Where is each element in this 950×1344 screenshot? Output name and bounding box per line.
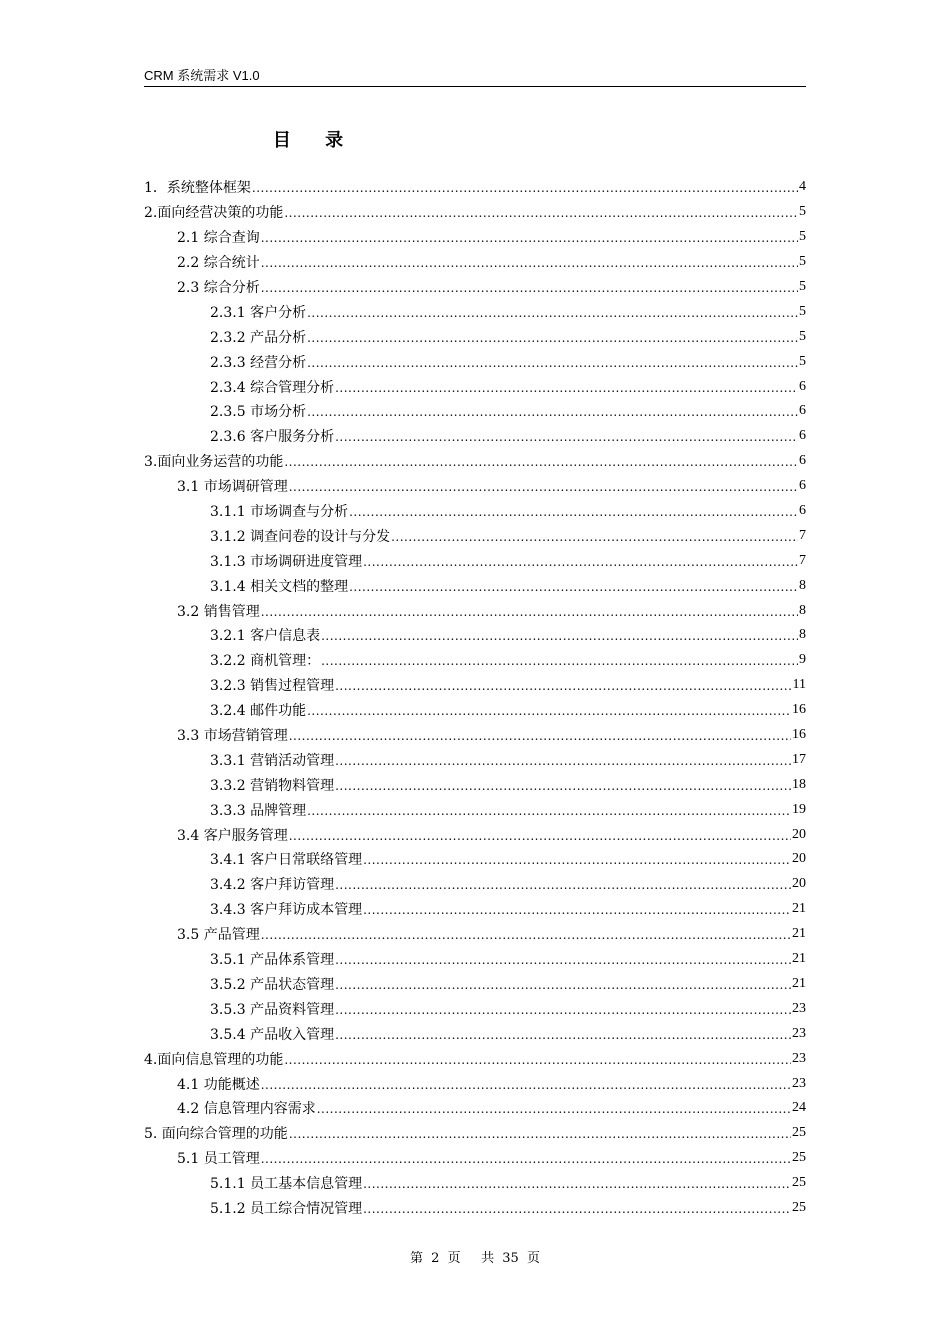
toc-leader-dots (289, 728, 791, 742)
toc-entry-page: 17 (792, 751, 806, 767)
toc-entry[interactable] (144, 1096, 806, 1121)
toc-entry-label: 2.3.3 经营分析 (210, 354, 307, 371)
footer-page-prefix: 第 (410, 1251, 424, 1266)
toc-entry-page: 24 (792, 1100, 806, 1116)
footer-page-number: 2 (431, 1251, 440, 1266)
toc-entry[interactable] (144, 1021, 806, 1046)
toc-entry[interactable] (144, 996, 806, 1021)
toc-entry[interactable] (144, 299, 806, 324)
toc-entry-page: 5 (799, 254, 806, 270)
toc-entry-label: 2.3.6 客户服务分析 (210, 429, 335, 446)
toc-entry[interactable] (144, 225, 806, 250)
toc-entry-label: 3.面向业务运营的功能 (144, 454, 284, 471)
toc-entry[interactable] (144, 772, 806, 797)
toc-entry-page: 9 (799, 652, 806, 668)
toc-entry-label: 3.5.3 产品资料管理 (210, 1001, 335, 1018)
toc-entry-page: 20 (792, 826, 806, 842)
toc-entry[interactable] (144, 573, 806, 598)
toc-entry-page: 7 (799, 552, 806, 568)
toc-entry-page: 21 (792, 926, 806, 942)
toc-entry-page: 6 (799, 428, 806, 444)
toc-leader-dots (307, 703, 791, 717)
toc-entry[interactable] (144, 698, 806, 723)
toc-entry-label: 3.4.2 客户拜访管理 (210, 877, 335, 894)
toc-entry-page: 6 (799, 378, 806, 394)
toc-entry[interactable] (144, 1046, 806, 1071)
toc-entry-label: 3.1.3 市场调研进度管理 (210, 553, 363, 570)
toc-entry[interactable] (144, 374, 806, 399)
toc-leader-dots (335, 778, 791, 792)
toc-entry-label: 3.4.1 客户日常联络管理 (210, 852, 363, 869)
header-title: CRM 系统需求 V1.0 (144, 68, 260, 83)
toc-leader-dots (363, 1176, 791, 1190)
toc-leader-dots (321, 653, 798, 667)
toc-entry-page: 8 (799, 577, 806, 593)
toc-leader-dots (261, 280, 798, 294)
toc-leader-dots (261, 927, 791, 941)
toc-entry-label: 3.2.2 商机管理： (210, 653, 321, 670)
toc-leader-dots (321, 628, 798, 642)
toc-entry-label: 3.1.2 调查问卷的设计与分发 (210, 528, 391, 545)
toc-entry-label: 3.2.1 客户信息表 (210, 628, 321, 645)
toc-entry-label: 3.4.3 客户拜访成本管理 (210, 902, 363, 919)
toc-entry[interactable] (144, 673, 806, 698)
toc-entry-label: 2.面向经营决策的功能 (144, 205, 284, 222)
toc-entry-label: 3.3 市场营销管理 (177, 728, 288, 745)
toc-entry-page: 5 (799, 328, 806, 344)
toc-entry-page: 6 (799, 503, 806, 519)
toc-entry-page: 25 (792, 1175, 806, 1191)
toc-entry[interactable] (144, 897, 806, 922)
toc-leader-dots (335, 429, 798, 443)
footer-total-pages: 35 (502, 1251, 519, 1266)
toc-entry-label: 4.2 信息管理内容需求 (177, 1101, 316, 1118)
toc-entry-page: 23 (792, 1025, 806, 1041)
toc-entry[interactable] (144, 947, 806, 972)
toc-entry[interactable] (144, 747, 806, 772)
toc-leader-dots (307, 355, 798, 369)
toc-entry-page: 11 (792, 677, 806, 693)
toc-entry[interactable] (144, 499, 806, 524)
toc-entry-label: 4.1 功能概述 (177, 1076, 260, 1093)
toc-leader-dots (307, 803, 791, 817)
toc-title: 目 录 (272, 130, 358, 151)
toc-leader-dots (335, 977, 791, 991)
toc-entry-label: 5.1.2 员工综合情况管理 (210, 1200, 363, 1217)
toc-entry-label: 2.3 综合分析 (177, 280, 260, 296)
toc-leader-dots (349, 504, 798, 518)
toc-leader-dots (363, 902, 791, 916)
toc-entry-page: 4 (799, 179, 806, 195)
toc-entry-label: 3.2.4 邮件功能 (210, 703, 307, 720)
toc-entry[interactable] (144, 200, 806, 225)
toc-leader-dots (335, 380, 798, 394)
toc-entry-page: 25 (792, 1125, 806, 1141)
toc-entry[interactable] (144, 175, 806, 200)
toc-entry[interactable] (144, 1171, 806, 1196)
toc-entry-page: 21 (792, 901, 806, 917)
toc-entry-label: 5. 面向综合管理的功能 (144, 1126, 288, 1143)
footer-page-suffix: 页 (447, 1251, 461, 1266)
toc-leader-dots (261, 255, 798, 269)
footer-total-suffix: 页 (526, 1251, 540, 1266)
toc-leader-dots (349, 579, 798, 593)
toc-entry-page: 7 (799, 527, 806, 543)
toc-entry-label: 5.1 员工管理 (177, 1151, 260, 1168)
toc-leader-dots (335, 1002, 791, 1016)
toc-entry-label: 3.3.3 品牌管理 (210, 802, 307, 819)
toc-entry-page: 8 (799, 627, 806, 643)
toc-leader-dots (363, 1201, 791, 1215)
toc-entry-label: 3.1.4 相关文档的整理 (210, 578, 349, 595)
toc-leader-dots (363, 554, 798, 568)
toc-leader-dots (335, 678, 791, 692)
toc-entry-page: 21 (792, 975, 806, 991)
toc-leader-dots (289, 828, 791, 842)
page-footer (0, 1247, 950, 1266)
toc-entry-label: 3.5.4 产品收入管理 (210, 1026, 335, 1043)
toc-entry[interactable] (144, 449, 806, 474)
toc-leader-dots (261, 230, 798, 244)
toc-entry-label: 3.5.2 产品状态管理 (210, 976, 335, 993)
toc-leader-dots (289, 1126, 791, 1140)
table-of-contents (144, 175, 806, 1220)
toc-leader-dots (289, 479, 798, 493)
toc-leader-dots (284, 454, 798, 468)
page-header (144, 66, 806, 87)
toc-entry-label: 3.3.2 营销物料管理 (210, 777, 335, 794)
toc-entry-page: 20 (792, 851, 806, 867)
toc-entry[interactable] (144, 1121, 806, 1146)
toc-entry-label: 2.1 综合查询 (177, 230, 260, 247)
toc-entry[interactable] (144, 349, 806, 374)
toc-entry-label: 3.2 销售管理 (177, 603, 260, 620)
toc-entry-page: 5 (799, 204, 806, 220)
toc-entry-page: 6 (799, 478, 806, 494)
toc-entry-label: 3.5 产品管理 (177, 927, 260, 944)
toc-entry-page: 6 (799, 403, 806, 419)
toc-entry-label: 3.4 客户服务管理 (177, 827, 288, 844)
toc-leader-dots (261, 1151, 791, 1165)
toc-entry-page: 5 (799, 229, 806, 245)
toc-leader-dots (307, 404, 798, 418)
toc-leader-dots (335, 952, 791, 966)
toc-leader-dots (307, 305, 798, 319)
toc-leader-dots (284, 205, 798, 219)
toc-entry-label: 2.3.5 市场分析 (210, 404, 307, 421)
toc-entry[interactable] (144, 474, 806, 499)
toc-entry-page: 8 (799, 602, 806, 618)
toc-entry-page: 6 (799, 453, 806, 469)
toc-entry-page: 23 (792, 1000, 806, 1016)
toc-entry-page: 23 (792, 1050, 806, 1066)
toc-entry-label: 2.3.4 综合管理分析 (210, 379, 335, 396)
toc-entry-page: 23 (792, 1075, 806, 1091)
toc-entry-page: 19 (792, 801, 806, 817)
toc-entry-label: 5.1.1 员工基本信息管理 (210, 1176, 363, 1193)
toc-entry-page: 20 (792, 876, 806, 892)
toc-entry-label: 3.1 市场调研管理 (177, 479, 288, 496)
toc-entry-label: 2.3.1 客户分析 (210, 304, 307, 321)
toc-entry-label: 3.5.1 产品体系管理 (210, 952, 335, 969)
toc-entry-label: 1．系统整体框架 (144, 180, 251, 197)
toc-entry[interactable] (144, 1071, 806, 1096)
toc-leader-dots (335, 1027, 791, 1041)
toc-entry-label: 3.3.1 营销活动管理 (210, 752, 335, 769)
toc-entry-page: 25 (792, 1199, 806, 1215)
toc-entry[interactable] (144, 324, 806, 349)
toc-entry-page: 16 (792, 702, 806, 718)
toc-leader-dots (307, 330, 798, 344)
toc-leader-dots (317, 1101, 791, 1115)
toc-entry-label: 3.2.3 销售过程管理 (210, 678, 335, 695)
toc-entry[interactable] (144, 822, 806, 847)
toc-entry[interactable] (144, 1196, 806, 1221)
toc-entry[interactable] (144, 723, 806, 748)
toc-leader-dots (363, 852, 791, 866)
toc-entry[interactable] (144, 523, 806, 548)
toc-entry[interactable] (144, 623, 806, 648)
toc-entry-page: 5 (799, 353, 806, 369)
toc-entry[interactable] (144, 972, 806, 997)
toc-leader-dots (335, 753, 791, 767)
toc-entry[interactable] (144, 275, 806, 300)
toc-entry-page: 21 (792, 951, 806, 967)
toc-entry-page: 5 (799, 279, 806, 294)
toc-leader-dots (261, 604, 798, 618)
toc-entry-label: 2.3.2 产品分析 (210, 329, 307, 346)
toc-entry-page: 18 (792, 776, 806, 792)
toc-entry[interactable] (144, 847, 806, 872)
toc-entry[interactable] (144, 598, 806, 623)
toc-entry[interactable] (144, 548, 806, 573)
toc-entry[interactable] (144, 872, 806, 897)
toc-entry-label: 2.2 综合统计 (177, 255, 260, 272)
toc-entry[interactable] (144, 399, 806, 424)
toc-entry[interactable] (144, 797, 806, 822)
toc-entry-page: 5 (799, 303, 806, 319)
toc-entry-label: 4.面向信息管理的功能 (144, 1051, 284, 1068)
toc-entry-page: 25 (792, 1150, 806, 1166)
toc-entry[interactable] (144, 250, 806, 275)
toc-leader-dots (252, 180, 798, 194)
toc-entry[interactable] (144, 648, 806, 673)
toc-leader-dots (261, 1077, 791, 1091)
toc-entry-page: 16 (792, 727, 806, 743)
toc-leader-dots (284, 1052, 791, 1066)
toc-entry[interactable] (144, 424, 806, 449)
toc-leader-dots (335, 877, 791, 891)
footer-total-prefix: 共 (481, 1251, 495, 1266)
toc-entry[interactable] (144, 1146, 806, 1171)
toc-entry-label: 3.1.1 市场调查与分析 (210, 504, 349, 521)
toc-leader-dots (391, 529, 798, 543)
toc-entry[interactable] (144, 922, 806, 947)
